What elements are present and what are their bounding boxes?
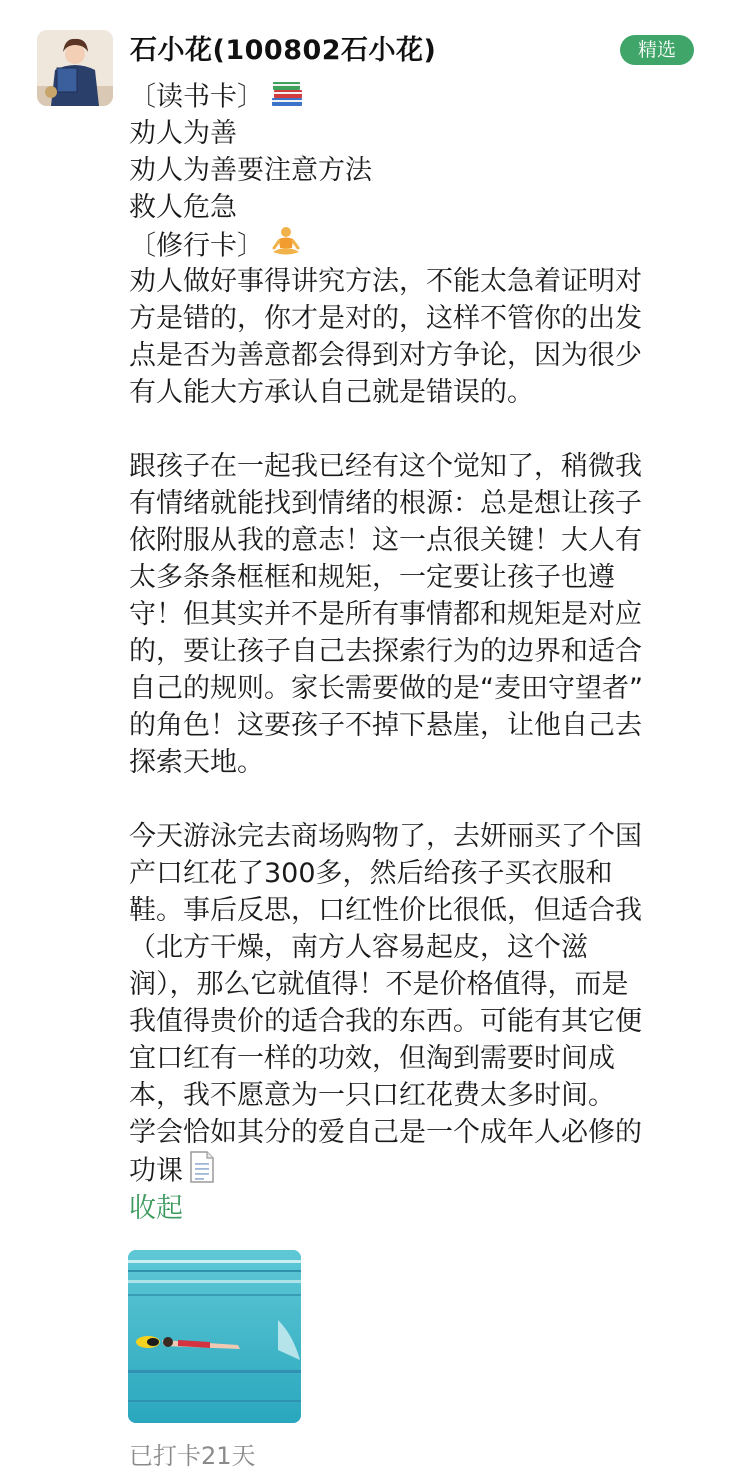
post-text-line bbox=[129, 818, 699, 855]
post-text: 自己的规则。家长需要做的是“麦田守望者” bbox=[129, 673, 643, 704]
post-text-line bbox=[129, 559, 699, 596]
post-text-line bbox=[129, 633, 699, 670]
post-text-line bbox=[129, 1151, 699, 1188]
post-text: 太多条条框框和规矩，一定要让孩子也遵 bbox=[129, 562, 615, 593]
post-text-line bbox=[129, 226, 699, 263]
post-text: 〔修行卡〕 bbox=[129, 230, 264, 262]
checkin-days: 已打卡21天 bbox=[129, 1442, 256, 1470]
post-photo-swimming[interactable] bbox=[128, 1250, 301, 1423]
post-text: 点是否为善意都会得到对方争论，因为很少 bbox=[129, 340, 642, 371]
post-text-line bbox=[129, 855, 699, 892]
collapse-link[interactable]: 收起 bbox=[129, 1193, 183, 1224]
post-text-line bbox=[129, 152, 699, 189]
post-text: 的，要让孩子自己去探索行为的边界和适合 bbox=[129, 636, 642, 667]
post-text: 探索天地。 bbox=[129, 747, 264, 778]
post-text-line bbox=[129, 1003, 699, 1040]
books-icon bbox=[270, 78, 304, 118]
post-text-line bbox=[129, 707, 699, 744]
post-text-line bbox=[129, 448, 699, 485]
document-icon bbox=[189, 1151, 215, 1193]
post-text: 守！但其实并不是所有事情都和规矩是对应 bbox=[129, 599, 642, 630]
post-text: 产口红花了300多，然后给孩子买衣服和 bbox=[129, 858, 613, 889]
post-text-line bbox=[129, 1077, 699, 1114]
post-text-line bbox=[129, 337, 699, 374]
post-text-line bbox=[129, 485, 699, 522]
post-text-line bbox=[129, 1114, 699, 1151]
post-text-line bbox=[129, 929, 699, 966]
post-text: 救人危急 bbox=[129, 192, 237, 223]
post-text-line bbox=[129, 263, 699, 300]
post-text: 方是错的，你才是对的，这样不管你的出发 bbox=[129, 303, 642, 334]
post-text-line bbox=[129, 1040, 699, 1077]
post-text: 润），那么它就值得！不是价格值得，而是 bbox=[129, 969, 629, 1000]
post-text-line bbox=[129, 966, 699, 1003]
post-text-line bbox=[129, 744, 699, 781]
post-text-line bbox=[129, 300, 699, 337]
post-text-line bbox=[129, 596, 699, 633]
post-text: 本，我不愿意为一只口红花费太多时间。 bbox=[129, 1080, 615, 1111]
post-text: 有情绪就能找到情绪的根源：总是想让孩子 bbox=[129, 488, 642, 519]
post-text-line bbox=[129, 522, 699, 559]
post-text: 劝人做好事得讲究方法，不能太急着证明对 bbox=[129, 266, 642, 297]
post-text-line bbox=[129, 892, 699, 929]
post-text: 依附服从我的意志！这一点很关键！大人有 bbox=[129, 525, 642, 556]
post-text: 劝人为善要注意方法 bbox=[129, 155, 372, 186]
post-text-line bbox=[129, 670, 699, 707]
post-text-line bbox=[129, 78, 699, 115]
post-text-line bbox=[129, 115, 699, 152]
post-text: 学会恰如其分的爱自己是一个成年人必修的 bbox=[129, 1117, 642, 1148]
post-content bbox=[129, 78, 699, 1188]
post-text-line bbox=[129, 374, 699, 411]
post-text-line bbox=[129, 189, 699, 226]
post-text: （北方干燥，南方人容易起皮，这个滋 bbox=[129, 932, 588, 963]
paragraph-spacer bbox=[129, 781, 699, 818]
post-text: 〔读书卡〕 bbox=[129, 81, 264, 113]
post-text: 的角色！这要孩子不掉下悬崖，让他自己去 bbox=[129, 710, 642, 741]
meditation-icon bbox=[270, 226, 302, 268]
username[interactable]: 石小花(100802石小花) bbox=[130, 35, 437, 66]
post-text: 有人能大方承认自己就是错误的。 bbox=[129, 377, 534, 408]
post-text: 宜口红有一样的功效，但淘到需要时间成 bbox=[129, 1043, 615, 1074]
post-text: 功课 bbox=[129, 1155, 183, 1187]
post-text: 劝人为善 bbox=[129, 118, 237, 149]
post-text: 鞋。事后反思，口红性价比很低，但适合我 bbox=[129, 895, 642, 926]
featured-badge: 精选 bbox=[620, 35, 694, 65]
avatar[interactable] bbox=[37, 30, 113, 106]
post-text: 跟孩子在一起我已经有这个觉知了，稍微我 bbox=[129, 451, 642, 482]
post-text: 我值得贵价的适合我的东西。可能有其它便 bbox=[129, 1006, 642, 1037]
paragraph-spacer bbox=[129, 411, 699, 448]
post-text: 今天游泳完去商场购物了，去妍丽买了个国 bbox=[129, 821, 642, 852]
